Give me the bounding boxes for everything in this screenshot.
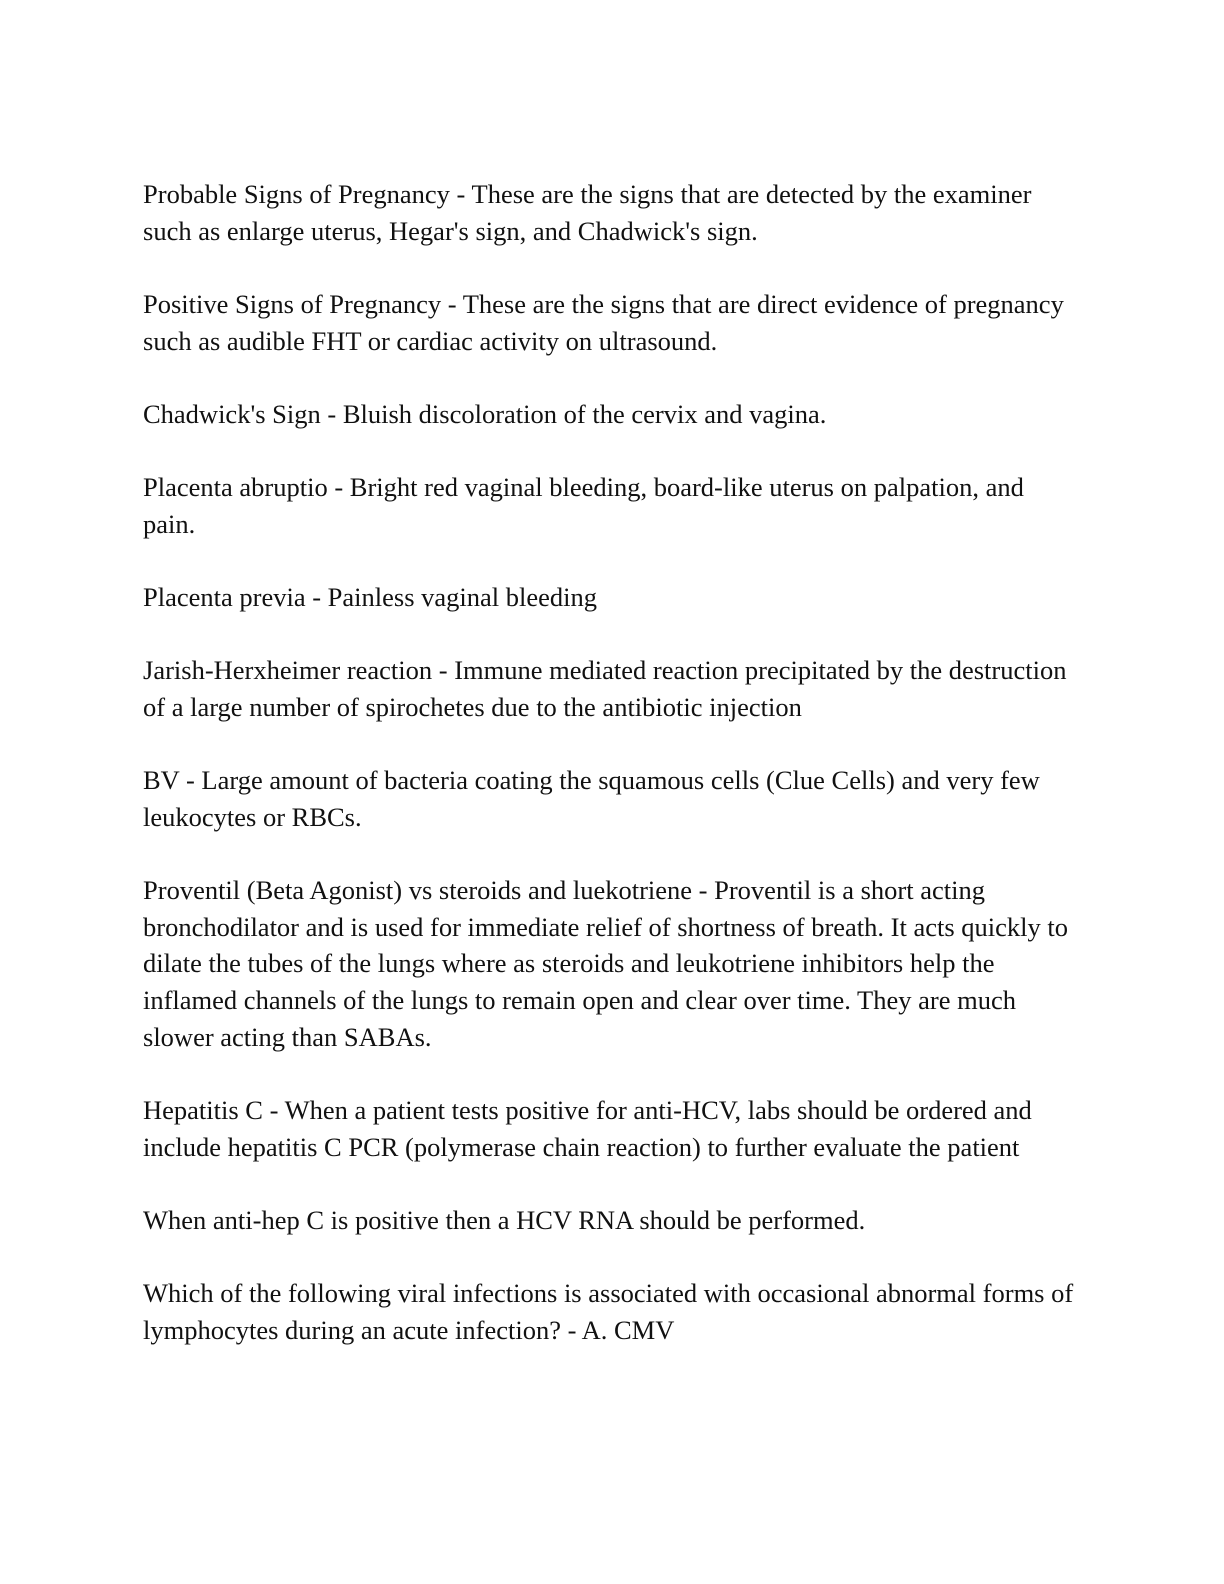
entry-positive-signs: Positive Signs of Pregnancy - These are the signs that are direct evidence of pregnancy such as audible FHT or cardiac activity on ultrasound. <box>143 288 1064 356</box>
entry-proventil: Proventil (Beta Agonist) vs steroids and luekotriene - Proventil is a short acting bronchodilator and is used for immediate relief of shortness of breath. It acts quickly to dilate the tubes of the lungs where as steroids and leukotriene inhibitors help the inflamed channels of the lungs to remain open and clear over time. They are much slower acting than SABAs. <box>143 874 1069 1052</box>
entry-probable-signs: Probable Signs of Pregnancy - These are the signs that are detected by the examiner such as enlarge uterus, Hegar's sign, and Chadwick's sign. <box>143 179 1032 246</box>
entry-hepatitis-c: Hepatitis C - When a patient tests positive for anti-HCV, labs should be ordered and include hepatitis C PCR (polymerase chain reaction) to further evaluate the patient <box>143 1094 1032 1162</box>
entry-anti-hep-c: When anti-hep C is positive then a HCV RNA should be performed. <box>143 1204 866 1235</box>
entry-bv: BV - Large amount of bacteria coating the squamous cells (Clue Cells) and very few leukocytes or RBCs. <box>143 765 1040 832</box>
entry-placenta-abruptio: Placenta abruptio - Bright red vaginal bleeding, board-like uterus on palpation, and pain. <box>143 472 1024 539</box>
entry-placenta-previa: Placenta previa - Painless vaginal bleeding <box>143 581 598 612</box>
entry-viral-infection-question: Which of the following viral infections is associated with occasional abnormal forms of lymphocytes during an acute infection? - A. CMV <box>143 1278 1074 1345</box>
document-body <box>143 176 1078 1385</box>
entry-jarish-herxheimer: Jarish-Herxheimer reaction - Immune mediated reaction precipitated by the destruction of a large number of spirochetes due to the antibiotic injection <box>143 655 1067 722</box>
entry-chadwicks-sign: Chadwick's Sign - Bluish discoloration of the cervix and vagina. <box>143 398 827 429</box>
